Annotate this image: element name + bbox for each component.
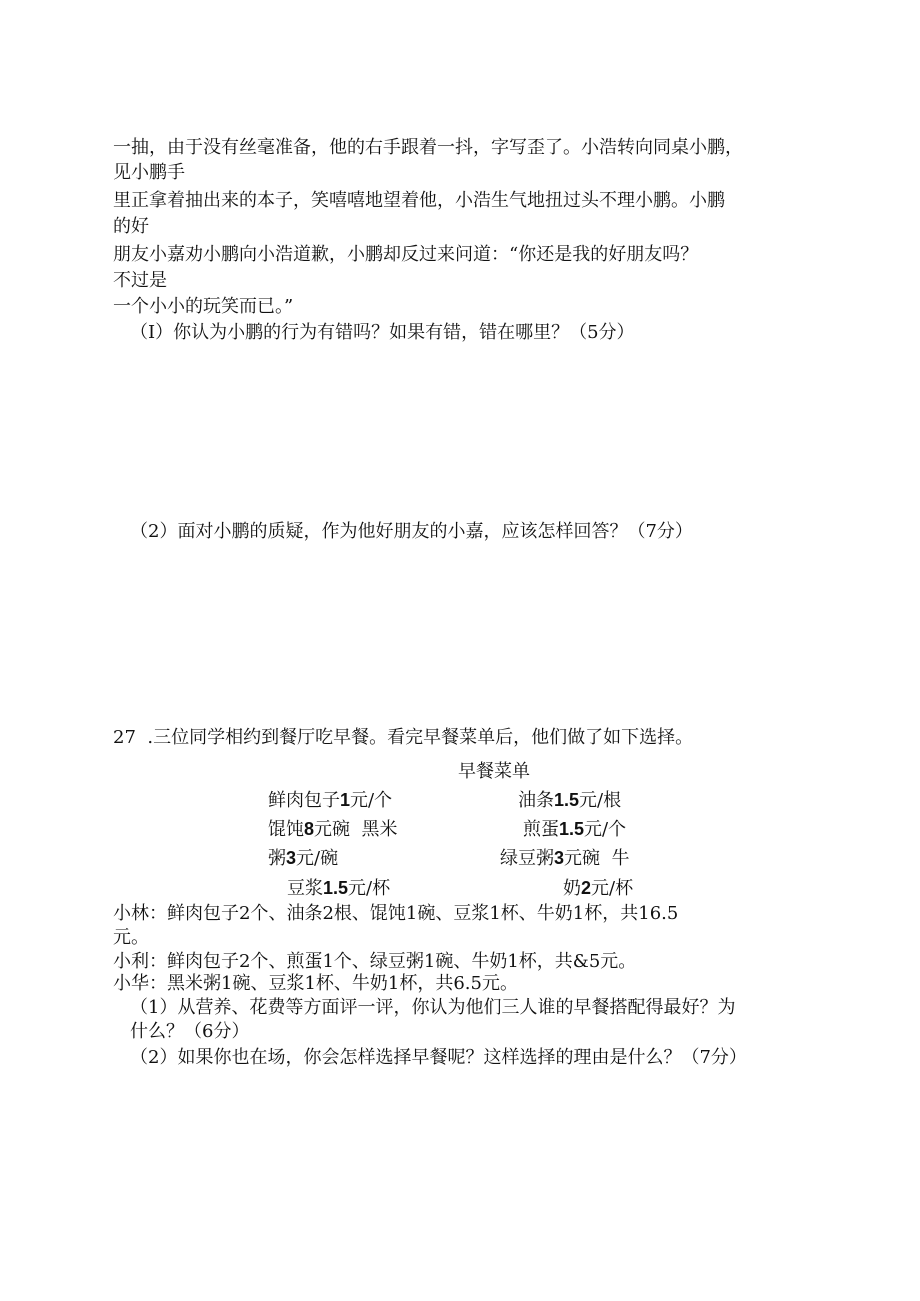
question-27-1: （1）从营养、花费等方面评一评，你认为他们三人谁的早餐搭配得最好？为 — [130, 997, 736, 1018]
question-26-2: （2）面对小鹏的质疑，作为他好朋友的小嘉，应该怎样回答？（7分） — [130, 521, 693, 542]
question-27-stem: 27 .三位同学相约到餐厅吃早餐。看完早餐菜单后，他们做了如下选择。 — [113, 727, 694, 748]
order-line: 小利：鲜肉包子2个、煎蛋1个、绿豆粥1碗、牛奶1杯，共&5元。 — [113, 951, 637, 972]
question-26-1: （I）你认为小鹏的行为有错吗？如果有错，错在哪里？（5分） — [130, 322, 635, 343]
menu-item: 煎蛋1.5元/个 — [523, 819, 627, 840]
menu-item: 油条1.5元/根 — [518, 790, 622, 811]
passage-line: 一个小小的玩笑而已。” — [113, 296, 294, 317]
order-line: 小华：黑米粥1碗、豆浆1杯、牛奶1杯，共6.5元。 — [113, 973, 518, 994]
passage-line: 一抽，由于没有丝毫准备，他的右手跟着一抖，字写歪了。小浩转向同桌小鹏， — [113, 137, 743, 158]
passage-line: 不过是 — [113, 270, 167, 291]
question-27-2: （2）如果你也在场，你会怎样选择早餐呢？这样选择的理由是什么？（7分） — [130, 1047, 747, 1068]
menu-title: 早餐菜单 — [458, 761, 530, 782]
passage-line: 朋友小嘉劝小鹏向小浩道歉，小鹏却反过来问道：“你还是我的好朋友吗？ — [113, 244, 699, 265]
menu-item: 奶2元/杯 — [563, 878, 634, 899]
passage-line: 的好 — [113, 216, 149, 237]
passage-line: 见小鹏手 — [113, 162, 185, 183]
menu-item: 馄饨8元碗 黑米 — [268, 819, 398, 840]
menu-item: 鲜肉包子1元/个 — [268, 790, 393, 811]
passage-line: 里正拿着抽出来的本子，笑嘻嘻地望着他，小浩生气地扭过头不理小鹏。小鹏 — [113, 190, 725, 211]
menu-item: 绿豆粥3元碗 牛 — [500, 848, 630, 869]
order-line: 元。 — [113, 927, 149, 948]
question-27-1-cont: 什么？（6分） — [130, 1021, 250, 1042]
menu-item: 豆浆1.5元/杯 — [287, 878, 391, 899]
order-line: 小林：鲜肉包子2个、油条2根、馄饨1碗、豆浆1杯、牛奶1杯，共16.5 — [113, 903, 679, 924]
menu-item: 粥3元/碗 — [268, 848, 339, 869]
